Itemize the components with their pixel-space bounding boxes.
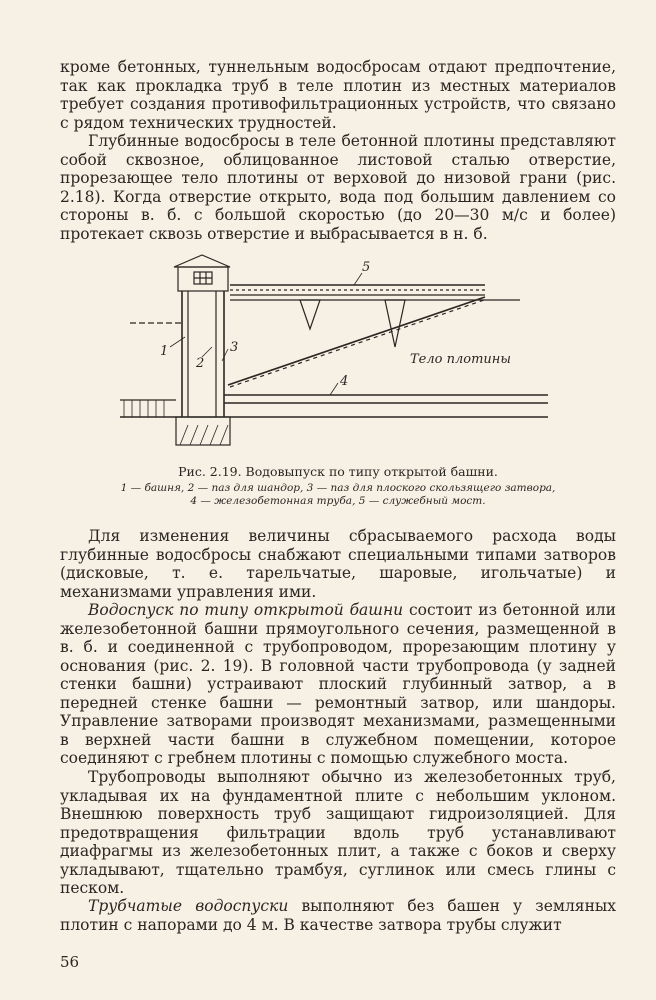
paragraph-2: Глубинные водосбросы в теле бетонной плотины представляют собой сквозное, облицованное листовой сталью отверстие, прорезающее тело плотины от верховой до низовой грани (рис. 2.18). Когда отверстие открыто, вода под большим давлением со стороны в. б. с большой скоростью (до 20—30 м/с и более) протекает сквозь отверстие и выбрасывается в н. б. — [60, 132, 616, 243]
gatehouse-roof — [174, 255, 230, 267]
dam-body-label: Тело плотины — [410, 352, 511, 367]
label-2: 2 — [196, 356, 205, 371]
paragraph-4-text: состоит из бетонной или железобетонной башни прямоугольного сечения, размещенной в в. б. и соединенной с трубопроводом, прорезающим плотину у основания (рис. 2. 19). В головной части трубопровода (у задней стенки башни) устраивают плоский глубинный затвор, а в передней стенке башни — ремонтный затвор, или шандоры. Управление затворами производят механизмами, размещенными в верхней части башни в служебном помещении, которое соединяют с гребнем плотины с помощью служебного моста. — [60, 601, 616, 767]
paragraph-6-term: Трубчатые водоспуски — [88, 897, 289, 915]
label-3: 3 — [230, 340, 239, 355]
dam-upstream-slope — [228, 297, 485, 385]
paragraph-4 — [60, 601, 616, 768]
figure-2-19 — [110, 245, 550, 460]
bridge-support — [300, 300, 320, 329]
paragraph-6-text: выполняют без башен у земляных плотин с напорами до 4 м. В качестве затвора трубы служит — [60, 897, 616, 934]
page-number: 56 — [60, 953, 80, 971]
label-5: 5 — [362, 260, 371, 275]
label-4: 4 — [340, 374, 349, 389]
paragraph-1: кроме бетонных, туннельным водосбросам отдают предпочтение, так как прокладка труб в теле плотин из местных материалов требует создания противофильтрационных устройств, что связано с рядом технических трудностей. — [60, 58, 616, 132]
figure-caption-legend: 1 — башня, 2 — паз для шандор, 3 — паз для плоского скользящего затвора, 4 — железобетонная труба, 5 — служебный мост. — [120, 482, 556, 507]
paragraph-5: Трубопроводы выполняют обычно из железобетонных труб, укладывая их на фундаментной плите с небольшим уклоном. Внешнюю поверхность труб защищают гидроизоляцией. Для предотвращения фильтрации вдоль труб устанавливают диафрагмы из железобетонных плит, а также с боков и сверху укладывают, тщательно трамбуя, суглинок или смесь глины с песком. — [60, 768, 616, 897]
paragraph-6 — [60, 897, 616, 934]
paragraph-4-term: Водоспуск по типу открытой башни — [88, 601, 404, 619]
label-1: 1 — [160, 344, 169, 359]
tower-outlet-diagram — [110, 245, 550, 460]
paragraph-3: Для изменения величины сбрасываемого расхода воды глубинные водосбросы снабжают специальными типами затворов (дисковые, т. е. тарельчатые, шаровые, игольчатые) и механизмами управления ими. — [60, 527, 616, 601]
figure-caption-title: Рис. 2.19. Водовыпуск по типу открытой башни. — [178, 464, 498, 479]
bridge-support — [385, 300, 405, 347]
gatehouse — [178, 267, 228, 291]
